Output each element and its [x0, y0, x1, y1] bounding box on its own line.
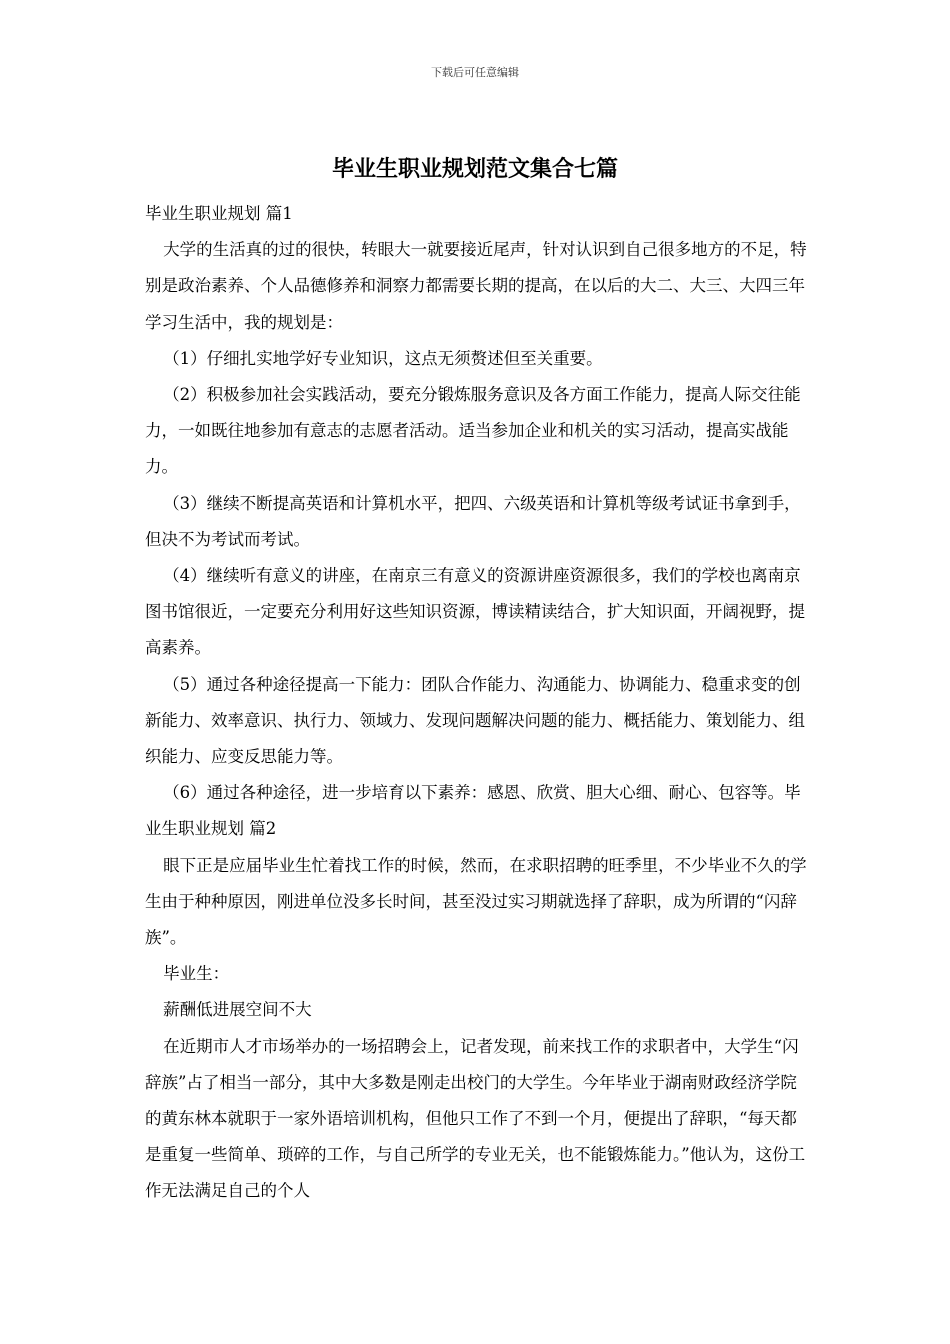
- paragraph: 眼下正是应届毕业生忙着找工作的时候，然而，在求职招聘的旺季里，不少毕业不久的学生由于种种原因，刚进单位没多长时间，甚至没过实习期就选择了辞职，成为所谓的“闪辞族”。: [145, 855, 807, 948]
- document-title: 毕业生职业规划范文集合七篇: [331, 156, 618, 182]
- paragraph: 大学的生活真的过的很快，转眼大一就要接近尾声，针对认识到自己很多地方的不足，特别是政治素养、个人品德修养和洞察力都需要长期的提高，在以后的大二、大三、大四三年学习生活中，我的规划是：: [145, 240, 807, 332]
- list-item: （1）仔细扎实地学好专业知识，这点无须赘述但至关重要。: [163, 348, 603, 368]
- list-item: （2）积极参加社会实践活动，要充分锻炼服务意识及各方面工作能力，提高人际交往能力，一如既往地参加有意志的志愿者活动。适当参加企业和机关的实习活动，提高实战能力。: [145, 385, 801, 477]
- list-item: （6）通过各种途径，进一步培育以下素养：感恩、欣赏、胆大心细、耐心、包容等。毕业生职业规划 篇2: [145, 783, 801, 839]
- paragraph: 在近期市人才市场举办的一场招聘会上，记者发现，前来找工作的求职者中，大学生“闪辞族”占了相当一部分，其中大多数是刚走出校门的大学生。今年毕业于湖南财政经济学院的黄东林本就职于一家外语培训机构，但他只工作了不到一个月，便提出了辞职，“每天都是重复一些简单、琐碎的工作，与自己所学的专业无关，也不能锻炼能力。”他认为，这份工作无法满足自己的个人: [145, 1036, 806, 1201]
- list-item: （5）通过各种途径提高一下能力：团队合作能力、沟通能力、协调能力、稳重求变的创新能力、效率意识、执行力、领域力、发现问题解决问题的能力、概括能力、策划能力、组织能力、应变反思能力等。: [145, 674, 805, 767]
- header-note: 下载后可任意编辑: [431, 66, 519, 79]
- paragraph: 毕业生：: [163, 964, 230, 984]
- list-item: （4）继续听有意义的讲座，在南京三有意义的资源讲座资源很多，我们的学校也离南京图书馆很近，一定要充分利用好这些知识资源，博读精读结合，扩大知识面，开阔视野，提高素养。: [145, 566, 805, 658]
- section-heading-1: 毕业生职业规划 篇1: [145, 204, 293, 223]
- paragraph: 薪酬低进展空间不大: [163, 1000, 312, 1020]
- list-item: （3）继续不断提高英语和计算机水平，把四、六级英语和计算机等级考试证书拿到手，但决不为考试而考试。: [145, 493, 801, 549]
- document-body: [145, 196, 810, 1210]
